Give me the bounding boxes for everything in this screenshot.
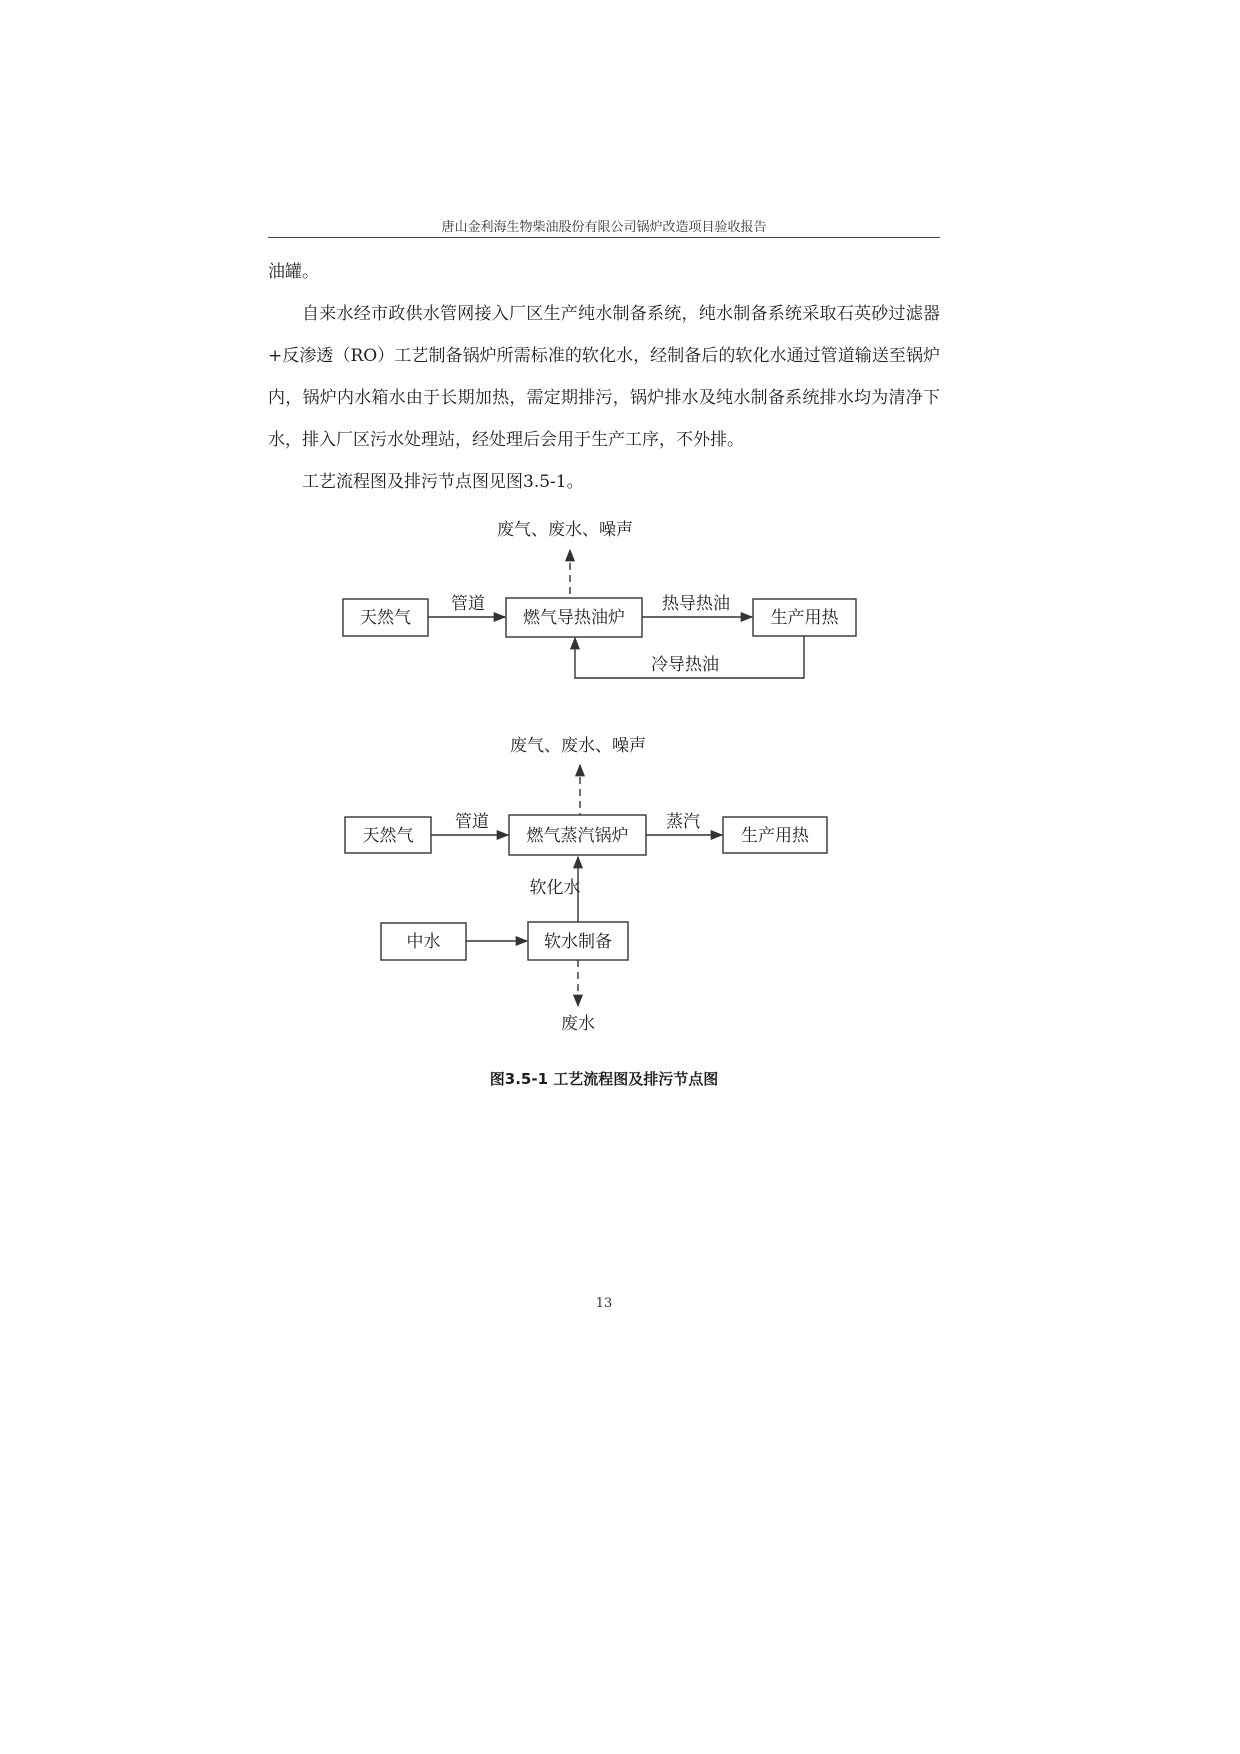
d2-pipe-label: 管道 xyxy=(455,812,489,832)
running-header: 唐山金利海生物柴油股份有限公司锅炉改造项目验收报告 xyxy=(441,220,767,235)
diagram-thermal-oil xyxy=(343,520,856,678)
d2-boiler-label: 燃气蒸汽锅炉 xyxy=(526,826,629,846)
d1-hot-oil-label: 热导热油 xyxy=(662,594,730,614)
d1-natural-gas-label: 天然气 xyxy=(360,608,411,628)
paragraph-figure-reference: 工艺流程图及排污节点图见图3.5-1。 xyxy=(302,472,584,492)
d2-soft-water-label: 软化水 xyxy=(529,878,581,898)
d1-cold-oil-label: 冷导热油 xyxy=(651,655,719,675)
d2-wastewater-label: 废水 xyxy=(561,1014,595,1034)
page-number: 13 xyxy=(595,1296,613,1311)
d2-steam-label: 蒸汽 xyxy=(666,812,700,832)
d2-production-heat-label: 生产用热 xyxy=(741,826,809,846)
d1-production-heat-label: 生产用热 xyxy=(770,608,839,628)
d2-softening-label: 软水制备 xyxy=(544,932,612,952)
d2-emission-label: 废气、废水、噪声 xyxy=(510,736,646,756)
d2-natural-gas-label: 天然气 xyxy=(362,826,414,846)
diagram-steam-boiler xyxy=(345,736,827,1034)
paragraph-water-treatment: 自来水经市政供水管网接入厂区生产纯水制备系统，纯水制备系统采取石英砂过滤器+反渗透（RO）工艺制备锅炉所需标准的软化水，经制备后的软化水通过管道输送至锅炉内，锅炉内水箱水由于长期加热，需定期排污，锅炉排水及纯水制备系统排水均为清净下水，排入厂区污水处理站，经处理后会用于生产工序，不外排。 xyxy=(268,304,940,450)
d1-emission-label: 废气、废水、噪声 xyxy=(497,520,633,540)
figure-caption: 图3.5-1 工艺流程图及排污节点图 xyxy=(489,1070,719,1088)
d1-pipe-label: 管道 xyxy=(451,594,485,614)
d1-boiler-label: 燃气导热油炉 xyxy=(523,608,625,628)
d2-reclaimed-water-label: 中水 xyxy=(406,932,441,952)
paragraph-continuation: 油罐。 xyxy=(268,262,319,282)
